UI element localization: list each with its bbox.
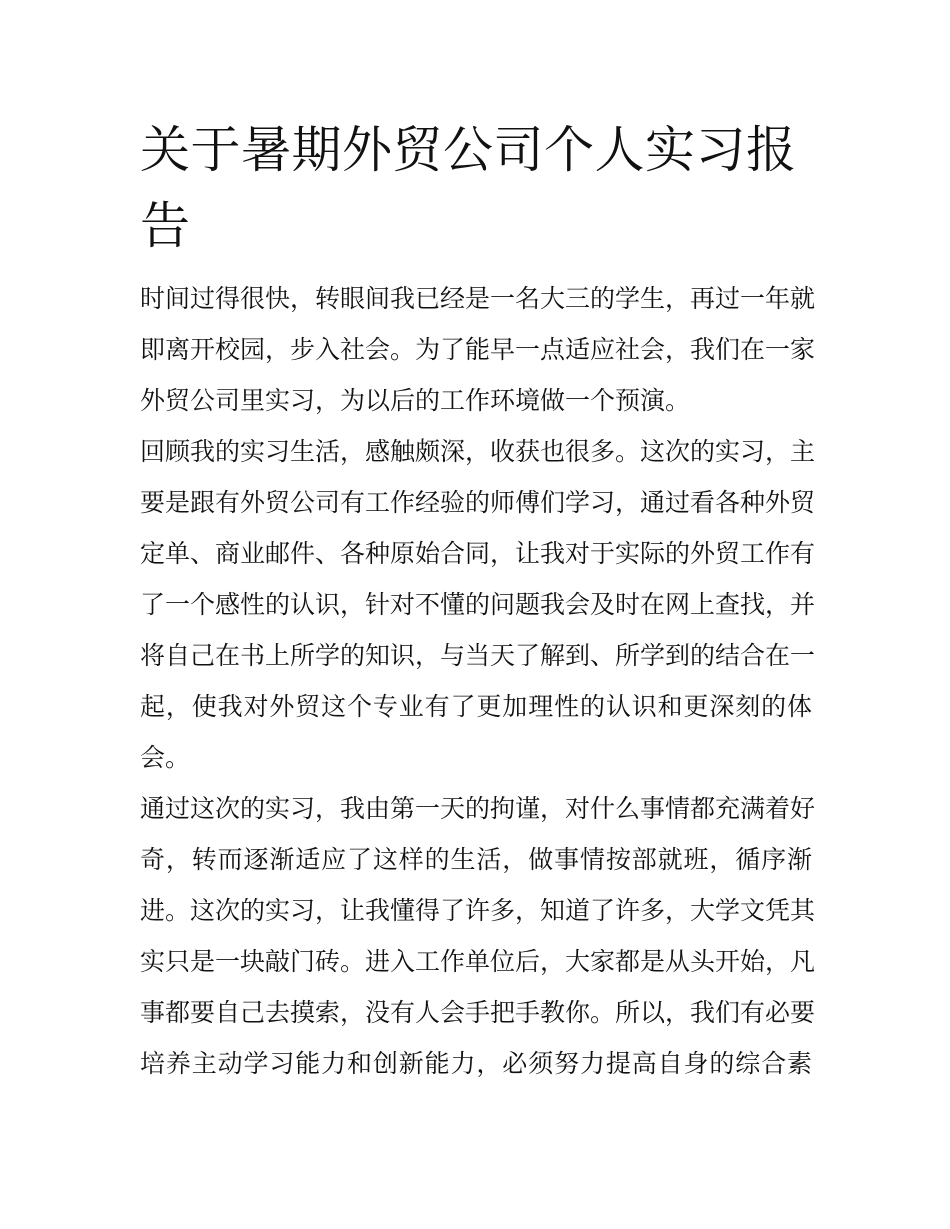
- text-line: 外贸公司里实习，为以后的工作环境做一个预演。: [140, 386, 691, 415]
- text-line: 进。这次的实习，让我懂得了许多，知道了许多，大学文凭其: [140, 896, 816, 925]
- text-line: 会。: [140, 743, 191, 772]
- document-title: 关于暑期外贸公司个人实习报告: [140, 121, 797, 255]
- text-line: 要是跟有外贸公司有工作经验的师傅们学习，通过看各种外贸: [140, 488, 816, 517]
- text-line: 奇，转而逐渐适应了这样的生活，做事情按部就班，循序渐: [140, 845, 812, 874]
- text-line: 事都要自己去摸索，没有人会手把手教你。所以，我们有必要: [140, 998, 816, 1027]
- text-line: 即离开校园，步入社会。为了能早一点适应社会，我们在一家: [140, 335, 816, 364]
- text-line: 回顾我的实习生活，感触颇深，收获也很多。这次的实习，主: [140, 437, 816, 466]
- text-line: 通过这次的实习，我由第一天的拘谨，对什么事情都充满着好: [140, 794, 816, 823]
- text-line: 培养主动学习能力和创新能力，必须努力提高自身的综合素: [140, 1049, 812, 1078]
- paragraph-2: [140, 426, 816, 783]
- text-line: 定单、商业邮件、各种原始合同，让我对于实际的外贸工作有: [140, 539, 816, 568]
- paragraph-1: [140, 273, 816, 426]
- text-line: 实只是一块敲门砖。进入工作单位后，大家都是从头开始，凡: [140, 947, 816, 976]
- text-line: 了一个感性的认识，针对不懂的问题我会及时在网上查找，并: [140, 590, 816, 619]
- text-line: 将自己在书上所学的知识，与当天了解到、所学到的结合在一: [140, 641, 816, 670]
- document-body: [140, 273, 816, 1089]
- text-line: 起，使我对外贸这个专业有了更加理性的认识和更深刻的体: [140, 692, 812, 721]
- paragraph-3: [140, 783, 816, 1089]
- text-line: 时间过得很快，转眼间我已经是一名大三的学生，再过一年就: [140, 284, 816, 313]
